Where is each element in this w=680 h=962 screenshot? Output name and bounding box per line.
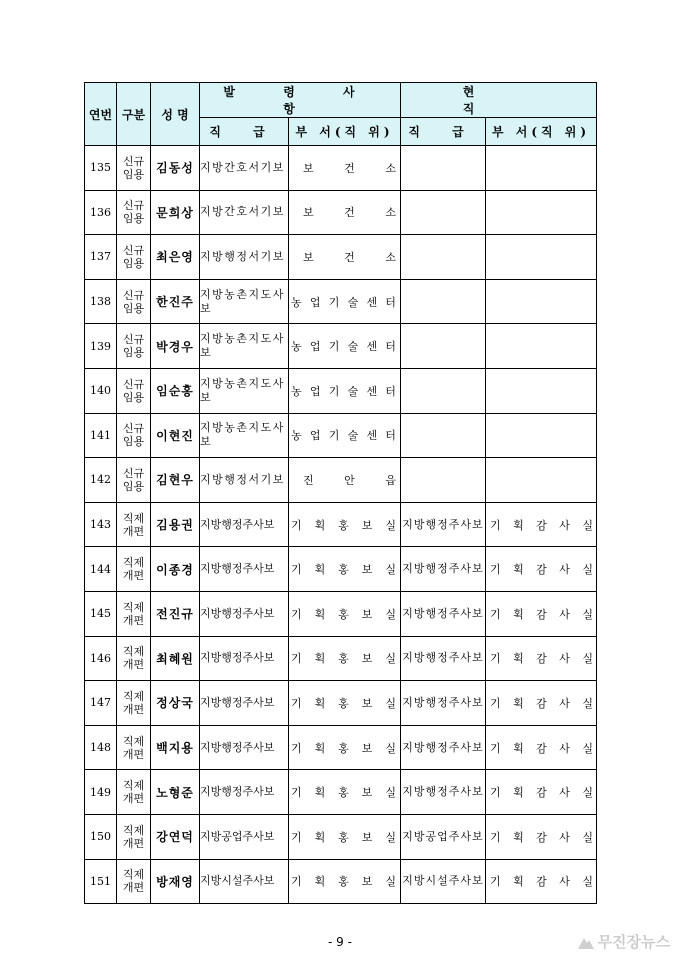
row-grade: 지방행정주사보 <box>200 636 289 681</box>
row-number: 149 <box>85 770 117 815</box>
row-category: 직제 개편 <box>117 859 151 904</box>
header-appointment: 발 령 사 항 <box>200 83 401 118</box>
row-grade: 지방행정주사보 <box>200 547 289 592</box>
row-current-grade: 지방행정주사보 <box>401 547 486 592</box>
row-category: 신규 임용 <box>117 413 151 458</box>
row-current-department <box>486 770 597 815</box>
row-department-text: 진 안 읍 <box>303 473 396 487</box>
row-department-text: 기 획 홍 보 실 <box>291 741 396 755</box>
row-current-grade <box>401 190 486 235</box>
row-department <box>289 368 401 413</box>
row-current-grade: 지방행정주사보 <box>401 770 486 815</box>
table-row <box>85 681 597 726</box>
row-department <box>289 770 401 815</box>
row-category: 직제 개편 <box>117 591 151 636</box>
row-grade: 지방간호서기보 <box>200 190 289 235</box>
table-header <box>85 83 597 146</box>
row-name: 문희상 <box>151 190 200 235</box>
row-number: 142 <box>85 458 117 503</box>
row-current-grade: 지방행정주사보 <box>401 636 486 681</box>
row-department <box>289 146 401 191</box>
row-department-text: 보 건 소 <box>303 161 396 175</box>
row-category: 직제 개편 <box>117 547 151 592</box>
row-department-text: 보 건 소 <box>303 250 396 264</box>
personnel-table <box>84 82 597 904</box>
row-department-text: 기 획 홍 보 실 <box>291 518 396 532</box>
table-row <box>85 190 597 235</box>
header-grade: 직 급 <box>200 118 289 146</box>
row-name: 박경우 <box>151 324 200 369</box>
row-department-text: 기 획 홍 보 실 <box>291 875 396 889</box>
row-department-text: 기 획 홍 보 실 <box>291 563 396 577</box>
row-current-grade <box>401 279 486 324</box>
table-row <box>85 859 597 904</box>
table-body <box>85 146 597 904</box>
table-row <box>85 814 597 859</box>
row-number: 141 <box>85 413 117 458</box>
row-current-grade: 지방행정주사보 <box>401 591 486 636</box>
row-current-department-text: 기 획 감 사 실 <box>490 786 593 800</box>
row-number: 139 <box>85 324 117 369</box>
row-grade: 지방농촌지도사보 <box>200 324 289 369</box>
row-department-text: 농 업 기 술 센 터 <box>291 429 396 443</box>
row-name: 강연덕 <box>151 814 200 859</box>
watermark-text: 무진장뉴스 <box>597 933 670 951</box>
row-grade: 지방행정주사보 <box>200 591 289 636</box>
row-current-grade <box>401 368 486 413</box>
row-number: 148 <box>85 725 117 770</box>
row-category: 신규 임용 <box>117 368 151 413</box>
row-number: 145 <box>85 591 117 636</box>
row-current-department-text: 기 획 감 사 실 <box>490 563 593 577</box>
row-department <box>289 190 401 235</box>
row-name: 한진주 <box>151 279 200 324</box>
table-row <box>85 368 597 413</box>
row-number: 146 <box>85 636 117 681</box>
row-name: 최혜원 <box>151 636 200 681</box>
row-current-department <box>486 725 597 770</box>
row-category: 직제 개편 <box>117 770 151 815</box>
row-current-department <box>486 859 597 904</box>
row-department-text: 농 업 기 술 센 터 <box>291 384 396 398</box>
header-current-grade: 직 급 <box>401 118 486 146</box>
row-name: 이현진 <box>151 413 200 458</box>
table-row <box>85 725 597 770</box>
row-number: 143 <box>85 502 117 547</box>
table-row <box>85 636 597 681</box>
row-current-department <box>486 190 597 235</box>
row-current-department-text: 기 획 감 사 실 <box>490 875 593 889</box>
header-current: 현 직 <box>401 83 597 118</box>
row-grade: 지방농촌지도사보 <box>200 413 289 458</box>
table-row <box>85 235 597 280</box>
row-number: 137 <box>85 235 117 280</box>
row-category: 직제 개편 <box>117 502 151 547</box>
row-number: 140 <box>85 368 117 413</box>
row-department-text: 기 획 홍 보 실 <box>291 786 396 800</box>
row-name: 전진규 <box>151 591 200 636</box>
row-number: 151 <box>85 859 117 904</box>
row-number: 136 <box>85 190 117 235</box>
row-current-department <box>486 502 597 547</box>
table-row <box>85 770 597 815</box>
row-current-grade <box>401 146 486 191</box>
row-department-text: 농 업 기 술 센 터 <box>291 295 396 309</box>
row-current-department <box>486 146 597 191</box>
row-department-text: 보 건 소 <box>303 206 396 220</box>
row-grade: 지방시설주사보 <box>200 859 289 904</box>
table-row <box>85 458 597 503</box>
row-current-department <box>486 324 597 369</box>
row-name: 방재영 <box>151 859 200 904</box>
row-number: 147 <box>85 681 117 726</box>
row-department <box>289 725 401 770</box>
header-category: 구분 <box>117 83 151 146</box>
row-department <box>289 681 401 726</box>
row-department <box>289 235 401 280</box>
row-department <box>289 279 401 324</box>
row-current-department-text: 기 획 감 사 실 <box>490 607 593 621</box>
row-number: 138 <box>85 279 117 324</box>
header-name: 성 명 <box>151 83 200 146</box>
row-current-department <box>486 681 597 726</box>
row-category: 신규 임용 <box>117 190 151 235</box>
table-row <box>85 591 597 636</box>
row-department-text: 기 획 홍 보 실 <box>291 652 396 666</box>
row-name: 백지용 <box>151 725 200 770</box>
row-grade: 지방간호서기보 <box>200 146 289 191</box>
table-row <box>85 324 597 369</box>
row-current-grade: 지방행정주사보 <box>401 502 486 547</box>
table-row <box>85 413 597 458</box>
row-department <box>289 547 401 592</box>
row-category: 신규 임용 <box>117 279 151 324</box>
row-department <box>289 636 401 681</box>
header-current-department: 부 서(직 위) <box>486 118 597 146</box>
row-department <box>289 591 401 636</box>
row-name: 이종경 <box>151 547 200 592</box>
row-category: 신규 임용 <box>117 146 151 191</box>
row-name: 정상국 <box>151 681 200 726</box>
table-row <box>85 547 597 592</box>
header-department: 부 서(직 위) <box>289 118 401 146</box>
row-grade: 지방행정주사보 <box>200 725 289 770</box>
row-grade: 지방농촌지도사보 <box>200 279 289 324</box>
row-current-department <box>486 591 597 636</box>
row-department-text: 기 획 홍 보 실 <box>291 607 396 621</box>
row-current-department <box>486 814 597 859</box>
row-name: 노형준 <box>151 770 200 815</box>
table-row <box>85 502 597 547</box>
row-current-grade <box>401 413 486 458</box>
row-grade: 지방행정서기보 <box>200 235 289 280</box>
row-category: 신규 임용 <box>117 324 151 369</box>
table-row <box>85 279 597 324</box>
row-name: 김현우 <box>151 458 200 503</box>
row-current-department-text: 기 획 감 사 실 <box>490 518 593 532</box>
row-current-grade: 지방공업주사보 <box>401 814 486 859</box>
row-grade: 지방행정주사보 <box>200 770 289 815</box>
row-department <box>289 502 401 547</box>
row-category: 직제 개편 <box>117 681 151 726</box>
row-department <box>289 324 401 369</box>
row-category: 직제 개편 <box>117 636 151 681</box>
row-department <box>289 859 401 904</box>
row-current-department <box>486 636 597 681</box>
row-category: 신규 임용 <box>117 235 151 280</box>
row-grade: 지방행정서기보 <box>200 458 289 503</box>
header-no: 연번 <box>85 83 117 146</box>
row-current-grade <box>401 324 486 369</box>
row-category: 직제 개편 <box>117 725 151 770</box>
row-current-grade: 지방시설주사보 <box>401 859 486 904</box>
row-department <box>289 413 401 458</box>
row-current-department-text: 기 획 감 사 실 <box>490 830 593 844</box>
row-current-grade: 지방행정주사보 <box>401 681 486 726</box>
row-grade: 지방농촌지도사보 <box>200 368 289 413</box>
row-grade: 지방공업주사보 <box>200 814 289 859</box>
row-name: 임순홍 <box>151 368 200 413</box>
row-department-text: 기 획 홍 보 실 <box>291 696 396 710</box>
row-category: 직제 개편 <box>117 814 151 859</box>
row-category: 신규 임용 <box>117 458 151 503</box>
row-grade: 지방행정주사보 <box>200 502 289 547</box>
row-current-department-text: 기 획 감 사 실 <box>490 741 593 755</box>
page-number: - 9 - <box>328 935 352 949</box>
row-current-department-text: 기 획 감 사 실 <box>490 696 593 710</box>
row-number: 135 <box>85 146 117 191</box>
row-current-grade: 지방행정주사보 <box>401 725 486 770</box>
row-name: 최은영 <box>151 235 200 280</box>
row-current-grade <box>401 458 486 503</box>
table-row <box>85 146 597 191</box>
row-current-department <box>486 368 597 413</box>
row-number: 144 <box>85 547 117 592</box>
row-current-department <box>486 458 597 503</box>
row-current-department <box>486 235 597 280</box>
mountain-logo-icon <box>578 935 594 949</box>
row-current-department <box>486 547 597 592</box>
row-current-department <box>486 413 597 458</box>
row-department <box>289 458 401 503</box>
row-name: 김용권 <box>151 502 200 547</box>
row-current-grade <box>401 235 486 280</box>
row-grade: 지방행정주사보 <box>200 681 289 726</box>
row-department-text: 기 획 홍 보 실 <box>291 830 396 844</box>
row-name: 김동성 <box>151 146 200 191</box>
row-department-text: 농 업 기 술 센 터 <box>291 340 396 354</box>
row-current-department-text: 기 획 감 사 실 <box>490 652 593 666</box>
watermark-logo <box>578 931 670 952</box>
row-number: 150 <box>85 814 117 859</box>
row-current-department <box>486 279 597 324</box>
row-department <box>289 814 401 859</box>
